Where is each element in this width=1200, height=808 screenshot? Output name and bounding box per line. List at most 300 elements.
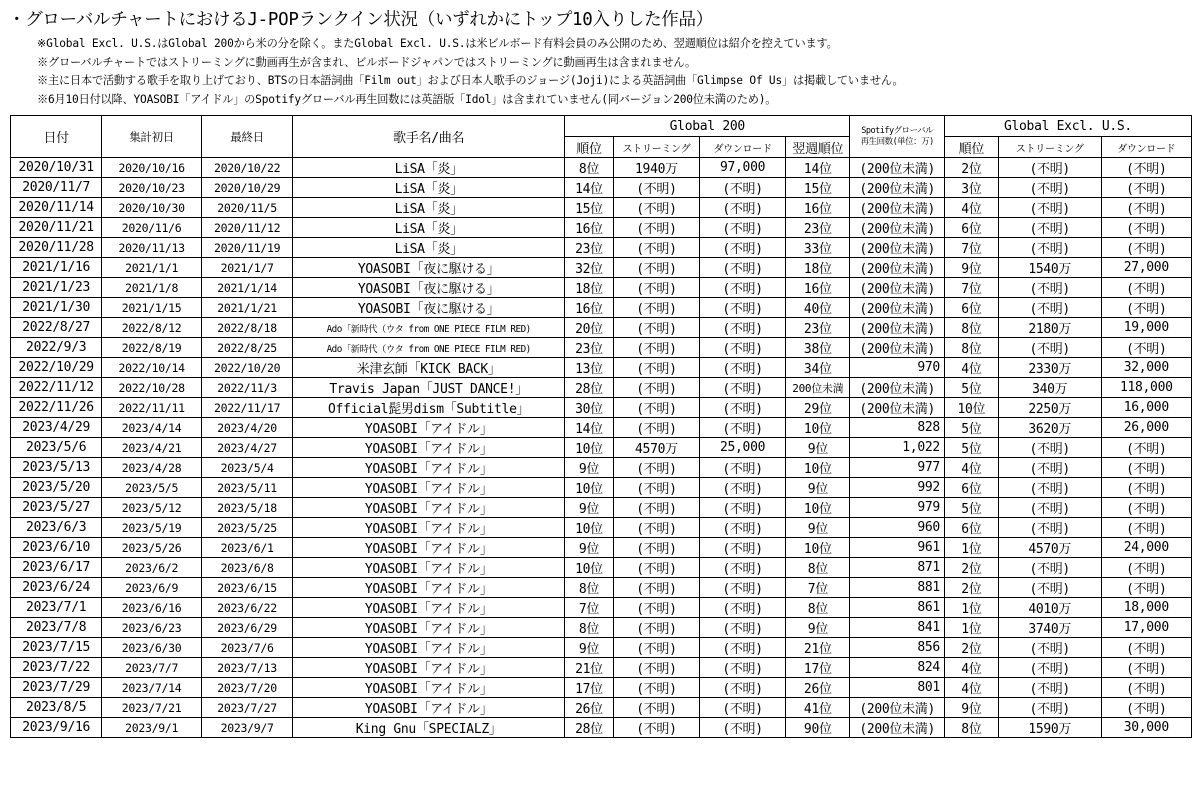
cell-excl-rank: 8位: [944, 718, 998, 738]
cell-next-rank: 16位: [786, 278, 850, 298]
cell-next-rank: 29位: [786, 398, 850, 418]
cell-artist: YOASOBI「夜に駆ける」: [293, 298, 565, 318]
cell-start: 2023/7/21: [102, 698, 202, 718]
cell-artist: YOASOBI「夜に駆ける」: [293, 258, 565, 278]
cell-date: 2023/6/17: [11, 558, 102, 578]
cell-download: (不明): [700, 618, 786, 638]
cell-artist: Ado「新時代（ウタ from ONE PIECE FILM RED): [293, 318, 565, 338]
cell-end: 2023/5/25: [201, 518, 292, 538]
cell-excl-streaming: (不明): [998, 638, 1101, 658]
cell-end: 2022/10/20: [201, 358, 292, 378]
cell-artist: LiSA「炎」: [293, 178, 565, 198]
cell-start: 2022/11/11: [102, 398, 202, 418]
cell-rank: 30位: [565, 398, 614, 418]
cell-excl-download: 18,000: [1101, 598, 1191, 618]
cell-end: 2023/6/1: [201, 538, 292, 558]
cell-download: 25,000: [700, 438, 786, 458]
cell-artist: YOASOBI「アイドル」: [293, 598, 565, 618]
table-row: [11, 318, 1192, 338]
table-row: [11, 198, 1192, 218]
cell-end: 2020/11/19: [201, 238, 292, 258]
cell-end: 2023/5/4: [201, 458, 292, 478]
cell-rank: 10位: [565, 438, 614, 458]
cell-excl-streaming: (不明): [998, 218, 1101, 238]
cell-download: (不明): [700, 218, 786, 238]
cell-artist: LiSA「炎」: [293, 158, 565, 178]
cell-download: (不明): [700, 498, 786, 518]
cell-spotify: 960: [850, 518, 944, 538]
table-row: [11, 578, 1192, 598]
cell-start: 2023/5/26: [102, 538, 202, 558]
cell-rank: 13位: [565, 358, 614, 378]
cell-rank: 15位: [565, 198, 614, 218]
header-rank: 順位: [565, 137, 614, 158]
cell-streaming: 1940万: [613, 158, 699, 178]
cell-excl-download: 30,000: [1101, 718, 1191, 738]
cell-spotify: 970: [850, 358, 944, 378]
cell-excl-rank: 2位: [944, 578, 998, 598]
cell-spotify: 1,022: [850, 438, 944, 458]
cell-download: (不明): [700, 518, 786, 538]
cell-end: 2022/8/18: [201, 318, 292, 338]
cell-excl-rank: 4位: [944, 458, 998, 478]
cell-artist: YOASOBI「アイドル」: [293, 638, 565, 658]
cell-spotify: (200位未満): [850, 258, 944, 278]
cell-artist: YOASOBI「アイドル」: [293, 518, 565, 538]
cell-date: 2023/8/5: [11, 698, 102, 718]
cell-excl-download: (不明): [1101, 478, 1191, 498]
cell-next-rank: 38位: [786, 338, 850, 358]
cell-excl-streaming: (不明): [998, 558, 1101, 578]
cell-excl-rank: 2位: [944, 558, 998, 578]
cell-streaming: (不明): [613, 658, 699, 678]
table-row: [11, 218, 1192, 238]
cell-download: (不明): [700, 598, 786, 618]
cell-end: 2023/6/22: [201, 598, 292, 618]
cell-excl-streaming: (不明): [998, 158, 1101, 178]
cell-artist: YOASOBI「アイドル」: [293, 498, 565, 518]
cell-rank: 10位: [565, 478, 614, 498]
cell-next-rank: 16位: [786, 198, 850, 218]
cell-rank: 8位: [565, 158, 614, 178]
cell-start: 2023/6/9: [102, 578, 202, 598]
cell-next-rank: 15位: [786, 178, 850, 198]
cell-next-rank: 10位: [786, 538, 850, 558]
cell-download: (不明): [700, 458, 786, 478]
cell-date: 2022/11/12: [11, 378, 102, 398]
header-rank2: 順位: [944, 137, 998, 158]
cell-artist: YOASOBI「夜に駆ける」: [293, 278, 565, 298]
cell-excl-streaming: (不明): [998, 658, 1101, 678]
cell-spotify: (200位未満): [850, 398, 944, 418]
cell-end: 2020/11/5: [201, 198, 292, 218]
cell-date: 2022/11/26: [11, 398, 102, 418]
cell-spotify: 856: [850, 638, 944, 658]
cell-excl-streaming: (不明): [998, 478, 1101, 498]
cell-start: 2023/5/12: [102, 498, 202, 518]
cell-next-rank: 10位: [786, 418, 850, 438]
cell-excl-rank: 1位: [944, 538, 998, 558]
cell-download: (不明): [700, 198, 786, 218]
cell-next-rank: 18位: [786, 258, 850, 278]
cell-excl-rank: 10位: [944, 398, 998, 418]
cell-excl-download: 19,000: [1101, 318, 1191, 338]
cell-excl-streaming: (不明): [998, 438, 1101, 458]
cell-excl-rank: 4位: [944, 658, 998, 678]
cell-excl-streaming: (不明): [998, 498, 1101, 518]
cell-date: 2023/9/16: [11, 718, 102, 738]
cell-streaming: (不明): [613, 518, 699, 538]
note: ※主に日本で活動する歌手を取り上げており、BTSの日本語詞曲「Film out」および日本人歌手のジョージ(Joji)による英語詞曲「Glimpse Of Us」は掲載していません。: [37, 74, 904, 88]
header-download: ダウンロード: [700, 137, 786, 158]
cell-start: 2023/5/19: [102, 518, 202, 538]
cell-download: (不明): [700, 258, 786, 278]
cell-streaming: (不明): [613, 678, 699, 698]
cell-excl-rank: 2位: [944, 158, 998, 178]
cell-rank: 17位: [565, 678, 614, 698]
cell-streaming: (不明): [613, 298, 699, 318]
cell-date: 2023/6/24: [11, 578, 102, 598]
cell-streaming: (不明): [613, 698, 699, 718]
cell-date: 2022/9/3: [11, 338, 102, 358]
cell-streaming: (不明): [613, 558, 699, 578]
cell-excl-download: (不明): [1101, 658, 1191, 678]
cell-excl-streaming: 3740万: [998, 618, 1101, 638]
cell-next-rank: 9位: [786, 478, 850, 498]
cell-artist: YOASOBI「アイドル」: [293, 418, 565, 438]
cell-rank: 23位: [565, 238, 614, 258]
table-row: [11, 178, 1192, 198]
note: ※6月10日付以降、YOASOBI「アイドル」のSpotifyグローバル再生回数には英語版「Idol」は含まれていません(同バージョン200位未満のため)。: [37, 92, 777, 106]
cell-excl-rank: 7位: [944, 278, 998, 298]
cell-rank: 28位: [565, 378, 614, 398]
cell-spotify: (200位未満): [850, 298, 944, 318]
cell-start: 2022/8/19: [102, 338, 202, 358]
cell-excl-streaming: (不明): [998, 238, 1101, 258]
cell-start: 2020/10/23: [102, 178, 202, 198]
cell-date: 2023/5/27: [11, 498, 102, 518]
cell-next-rank: 10位: [786, 498, 850, 518]
cell-streaming: (不明): [613, 638, 699, 658]
cell-rank: 16位: [565, 298, 614, 318]
cell-next-rank: 33位: [786, 238, 850, 258]
cell-download: (不明): [700, 718, 786, 738]
cell-streaming: (不明): [613, 418, 699, 438]
cell-start: 2022/8/12: [102, 318, 202, 338]
cell-excl-download: (不明): [1101, 298, 1191, 318]
header-spotify: [850, 116, 944, 158]
cell-excl-download: (不明): [1101, 338, 1191, 358]
cell-start: 2023/4/21: [102, 438, 202, 458]
cell-excl-streaming: 340万: [998, 378, 1101, 398]
cell-date: 2023/4/29: [11, 418, 102, 438]
cell-date: 2020/10/31: [11, 158, 102, 178]
cell-download: (不明): [700, 338, 786, 358]
cell-spotify: (200位未満): [850, 238, 944, 258]
cell-next-rank: 23位: [786, 318, 850, 338]
cell-date: 2021/1/30: [11, 298, 102, 318]
cell-next-rank: 17位: [786, 658, 850, 678]
header-global200: Global 200: [565, 116, 850, 137]
cell-excl-rank: 6位: [944, 218, 998, 238]
cell-next-rank: 34位: [786, 358, 850, 378]
cell-streaming: (不明): [613, 538, 699, 558]
cell-download: (不明): [700, 178, 786, 198]
cell-excl-download: 26,000: [1101, 418, 1191, 438]
cell-streaming: (不明): [613, 598, 699, 618]
cell-excl-download: (不明): [1101, 638, 1191, 658]
cell-start: 2020/11/6: [102, 218, 202, 238]
cell-end: 2023/6/15: [201, 578, 292, 598]
cell-rank: 14位: [565, 418, 614, 438]
cell-excl-rank: 8位: [944, 338, 998, 358]
cell-date: 2020/11/14: [11, 198, 102, 218]
cell-start: 2020/11/13: [102, 238, 202, 258]
note: ※グローバルチャートではストリーミングに動画再生が含まれ、ビルボードジャパンではストリーミングに動画再生は含まれません。: [37, 55, 697, 69]
cell-rank: 10位: [565, 558, 614, 578]
cell-streaming: (不明): [613, 498, 699, 518]
table-row: [11, 258, 1192, 278]
cell-rank: 8位: [565, 578, 614, 598]
cell-download: (不明): [700, 238, 786, 258]
cell-date: 2023/6/10: [11, 538, 102, 558]
cell-excl-rank: 5位: [944, 418, 998, 438]
cell-excl-download: (不明): [1101, 218, 1191, 238]
cell-rank: 32位: [565, 258, 614, 278]
cell-excl-rank: 5位: [944, 438, 998, 458]
cell-rank: 18位: [565, 278, 614, 298]
header-streaming2: ストリーミング: [998, 137, 1101, 158]
cell-start: 2021/1/1: [102, 258, 202, 278]
cell-end: 2020/10/22: [201, 158, 292, 178]
cell-download: (不明): [700, 538, 786, 558]
table-row: [11, 298, 1192, 318]
cell-excl-download: (不明): [1101, 698, 1191, 718]
cell-spotify: (200位未満): [850, 198, 944, 218]
cell-artist: YOASOBI「アイドル」: [293, 578, 565, 598]
cell-streaming: (不明): [613, 618, 699, 638]
cell-download: (不明): [700, 558, 786, 578]
cell-excl-download: (不明): [1101, 498, 1191, 518]
table-row: [11, 418, 1192, 438]
cell-streaming: (不明): [613, 178, 699, 198]
table-row: [11, 358, 1192, 378]
cell-end: 2023/5/11: [201, 478, 292, 498]
cell-end: 2023/4/20: [201, 418, 292, 438]
cell-end: 2023/9/7: [201, 718, 292, 738]
cell-excl-streaming: (不明): [998, 458, 1101, 478]
cell-excl-streaming: 1540万: [998, 258, 1101, 278]
cell-rank: 9位: [565, 538, 614, 558]
cell-date: 2023/5/20: [11, 478, 102, 498]
cell-spotify: 828: [850, 418, 944, 438]
cell-artist: YOASOBI「アイドル」: [293, 458, 565, 478]
cell-end: 2023/6/8: [201, 558, 292, 578]
cell-streaming: (不明): [613, 318, 699, 338]
table-row: [11, 238, 1192, 258]
header-date: 日付: [11, 116, 102, 158]
cell-artist: 米津玄師「KICK BACK」: [293, 358, 565, 378]
header-spotify-line1: Spotifyグローバル: [861, 125, 934, 136]
header-excl: Global Excl. U.S.: [944, 116, 1191, 137]
table-row: [11, 498, 1192, 518]
cell-excl-rank: 6位: [944, 298, 998, 318]
cell-spotify: (200位未満): [850, 158, 944, 178]
cell-excl-download: (不明): [1101, 198, 1191, 218]
cell-rank: 20位: [565, 318, 614, 338]
cell-excl-streaming: 2330万: [998, 358, 1101, 378]
cell-rank: 8位: [565, 618, 614, 638]
cell-excl-streaming: (不明): [998, 278, 1101, 298]
table-row: [11, 698, 1192, 718]
cell-streaming: (不明): [613, 378, 699, 398]
cell-streaming: (不明): [613, 238, 699, 258]
cell-end: 2023/7/27: [201, 698, 292, 718]
table-row: [11, 678, 1192, 698]
table-row: [11, 378, 1192, 398]
cell-excl-rank: 5位: [944, 498, 998, 518]
cell-start: 2020/10/16: [102, 158, 202, 178]
cell-excl-download: (不明): [1101, 158, 1191, 178]
cell-spotify: 824: [850, 658, 944, 678]
cell-date: 2021/1/23: [11, 278, 102, 298]
cell-rank: 7位: [565, 598, 614, 618]
cell-spotify: 841: [850, 618, 944, 638]
cell-spotify: (200位未満): [850, 698, 944, 718]
cell-date: 2023/5/6: [11, 438, 102, 458]
cell-rank: 9位: [565, 498, 614, 518]
cell-end: 2023/7/6: [201, 638, 292, 658]
cell-artist: LiSA「炎」: [293, 198, 565, 218]
table-row: [11, 518, 1192, 538]
cell-end: 2023/6/29: [201, 618, 292, 638]
table-row: [11, 538, 1192, 558]
cell-excl-rank: 5位: [944, 378, 998, 398]
header-artist: 歌手名/曲名: [293, 116, 565, 158]
cell-spotify: 871: [850, 558, 944, 578]
cell-next-rank: 21位: [786, 638, 850, 658]
cell-excl-download: 32,000: [1101, 358, 1191, 378]
cell-excl-download: 24,000: [1101, 538, 1191, 558]
cell-next-rank: 9位: [786, 518, 850, 538]
cell-end: 2020/11/12: [201, 218, 292, 238]
cell-next-rank: 9位: [786, 438, 850, 458]
header-spotify-line2: 再生回数(単位：万): [860, 136, 934, 147]
cell-excl-download: (不明): [1101, 238, 1191, 258]
cell-excl-streaming: (不明): [998, 678, 1101, 698]
cell-download: (不明): [700, 698, 786, 718]
cell-spotify: 961: [850, 538, 944, 558]
cell-artist: Ado「新時代（ウタ from ONE PIECE FILM RED): [293, 338, 565, 358]
cell-excl-rank: 9位: [944, 698, 998, 718]
cell-next-rank: 7位: [786, 578, 850, 598]
table-row: [11, 718, 1192, 738]
cell-date: 2020/11/21: [11, 218, 102, 238]
cell-excl-download: (不明): [1101, 278, 1191, 298]
header-end: 最終日: [201, 116, 292, 158]
cell-spotify: 861: [850, 598, 944, 618]
cell-excl-download: (不明): [1101, 558, 1191, 578]
cell-start: 2023/5/5: [102, 478, 202, 498]
cell-download: (不明): [700, 638, 786, 658]
cell-excl-download: (不明): [1101, 178, 1191, 198]
cell-rank: 16位: [565, 218, 614, 238]
cell-excl-rank: 8位: [944, 318, 998, 338]
page-title: ・グローバルチャートにおけるJ-POPランクイン状況（いずれかにトップ10入りした作品）: [8, 10, 713, 30]
table-row: [11, 558, 1192, 578]
cell-spotify: 979: [850, 498, 944, 518]
header-streaming: ストリーミング: [613, 137, 699, 158]
cell-next-rank: 23位: [786, 218, 850, 238]
cell-excl-download: (不明): [1101, 518, 1191, 538]
cell-end: 2023/7/20: [201, 678, 292, 698]
cell-start: 2023/4/28: [102, 458, 202, 478]
cell-end: 2021/1/14: [201, 278, 292, 298]
cell-date: 2023/7/15: [11, 638, 102, 658]
cell-excl-streaming: (不明): [998, 578, 1101, 598]
cell-streaming: (不明): [613, 338, 699, 358]
cell-artist: LiSA「炎」: [293, 218, 565, 238]
cell-date: 2020/11/28: [11, 238, 102, 258]
table-row: [11, 598, 1192, 618]
cell-excl-rank: 4位: [944, 198, 998, 218]
table-row: [11, 618, 1192, 638]
cell-streaming: (不明): [613, 278, 699, 298]
cell-start: 2023/7/7: [102, 658, 202, 678]
cell-streaming: (不明): [613, 218, 699, 238]
cell-excl-download: 16,000: [1101, 398, 1191, 418]
note: ※Global Excl. U.S.はGlobal 200から米の分を除く。またGlobal Excl. U.S.は米ビルボード有料会員のみ公開のため、翌週順位は紹介を控えています。: [37, 37, 838, 50]
cell-download: (不明): [700, 298, 786, 318]
cell-download: (不明): [700, 418, 786, 438]
cell-rank: 10位: [565, 518, 614, 538]
cell-excl-streaming: 1590万: [998, 718, 1101, 738]
header-download2: ダウンロード: [1101, 137, 1191, 158]
cell-streaming: (不明): [613, 258, 699, 278]
cell-date: 2023/6/3: [11, 518, 102, 538]
cell-rank: 14位: [565, 178, 614, 198]
cell-download: (不明): [700, 478, 786, 498]
cell-start: 2023/6/16: [102, 598, 202, 618]
cell-date: 2023/7/8: [11, 618, 102, 638]
cell-rank: 9位: [565, 458, 614, 478]
cell-download: (不明): [700, 678, 786, 698]
cell-date: 2020/11/7: [11, 178, 102, 198]
cell-excl-streaming: 2180万: [998, 318, 1101, 338]
cell-spotify: (200位未満): [850, 318, 944, 338]
cell-artist: YOASOBI「アイドル」: [293, 538, 565, 558]
cell-excl-rank: 9位: [944, 258, 998, 278]
cell-start: 2023/6/2: [102, 558, 202, 578]
cell-date: 2022/8/27: [11, 318, 102, 338]
cell-start: 2023/6/30: [102, 638, 202, 658]
cell-spotify: (200位未満): [850, 178, 944, 198]
cell-excl-download: 17,000: [1101, 618, 1191, 638]
cell-rank: 21位: [565, 658, 614, 678]
cell-next-rank: 26位: [786, 678, 850, 698]
table-row: [11, 478, 1192, 498]
cell-end: 2022/8/25: [201, 338, 292, 358]
cell-start: 2023/7/14: [102, 678, 202, 698]
cell-next-rank: 14位: [786, 158, 850, 178]
cell-next-rank: 8位: [786, 598, 850, 618]
header-start: 集計初日: [102, 116, 202, 158]
cell-excl-download: (不明): [1101, 678, 1191, 698]
cell-date: 2023/7/22: [11, 658, 102, 678]
cell-download: (不明): [700, 318, 786, 338]
cell-streaming: (不明): [613, 718, 699, 738]
notes: [37, 35, 904, 109]
